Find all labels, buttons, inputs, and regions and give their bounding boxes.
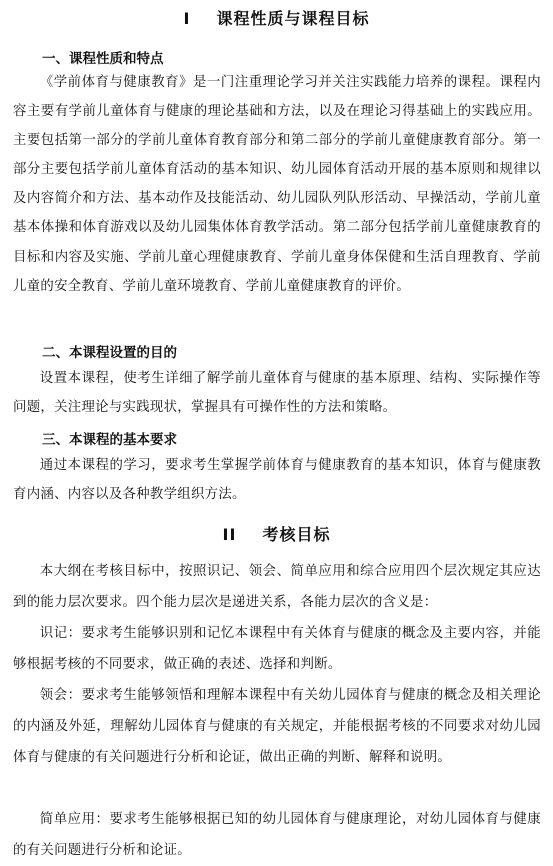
part2-title-text: 考核目标 bbox=[262, 525, 331, 544]
simple-application-paragraph: 简单应用：要求考生能够根据已知的幼儿园体育与健康理论，对幼儿园体育与健康的有关问题进行分析和论证。 bbox=[13, 812, 541, 858]
section1-heading: 一、课程性质和特点 bbox=[42, 51, 164, 67]
comprehension-paragraph: 领会：要求考生能够领悟和理解本课程中有关幼儿园体育与健康的概念及相关理论的内涵及外延，理解幼儿园体育与健康的有关规定，并能根据考核的不同要求对幼儿园体育与健康的有关问题进行分析和论证，做出正确的判断、解释和说明。 bbox=[13, 688, 541, 765]
section1-paragraph: 《学前体育与健康教育》是一门注重理论学习并关注实践能力培养的课程。课程内容主要有学前儿童体育与健康的理论基础和方法，以及在理论习得基础上的实践应用。主要包括第一部分的学前儿童体育教育部分和第二部分的学前儿童健康教育部分。第一部分主要包括学前儿童体育活动的基本知识、幼儿园体育活动开展的基本原则和规律以及内容简介和方法、基本动作及技能活动、幼儿园队列队形活动、早操活动，学前儿童基本体操和体育游戏以及幼儿园集体体育教学活动。第二部分包括学前儿童健康教育的目标和内容及实施、学前儿童心理健康教育、学前儿童身体保健和生活自理教育、学前儿童的安全教育、学前儿童环境教育、学前儿童健康教育的评价。 bbox=[13, 75, 541, 294]
recall-paragraph: 识记：要求考生能够识别和记忆本课程中有关体育与健康的概念及主要内容，并能够根据考核的不同要求，做正确的表述、选择和判断。 bbox=[13, 626, 541, 672]
part2-number: II bbox=[222, 525, 237, 544]
part2-intro-paragraph: 本大纲在考核目标中，按照识记、领会、简单应用和综合应用四个层次规定其应达到的能力层次要求。四个能力层次是递进关系，各能力层次的含义是： bbox=[13, 564, 541, 610]
part1-number: I bbox=[183, 9, 191, 28]
section3-paragraph: 通过本课程的学习，要求考生掌握学前体育与健康教育的基本知识，体育与健康教育内涵、内容以及各种教学组织方法。 bbox=[13, 458, 541, 503]
section3-heading: 三、本课程的基本要求 bbox=[42, 432, 177, 448]
part2-title bbox=[0, 522, 553, 545]
section2-heading: 二、本课程设置的目的 bbox=[42, 345, 177, 361]
part1-title-text: 课程性质与课程目标 bbox=[216, 9, 370, 28]
section2-paragraph: 设置本课程，使考生详细了解学前儿童体育与健康的基本原理、结构、实际操作等问题，关注理论与实践现状，掌握具有可操作性的方法和策略。 bbox=[13, 371, 541, 416]
part1-title bbox=[0, 6, 553, 29]
